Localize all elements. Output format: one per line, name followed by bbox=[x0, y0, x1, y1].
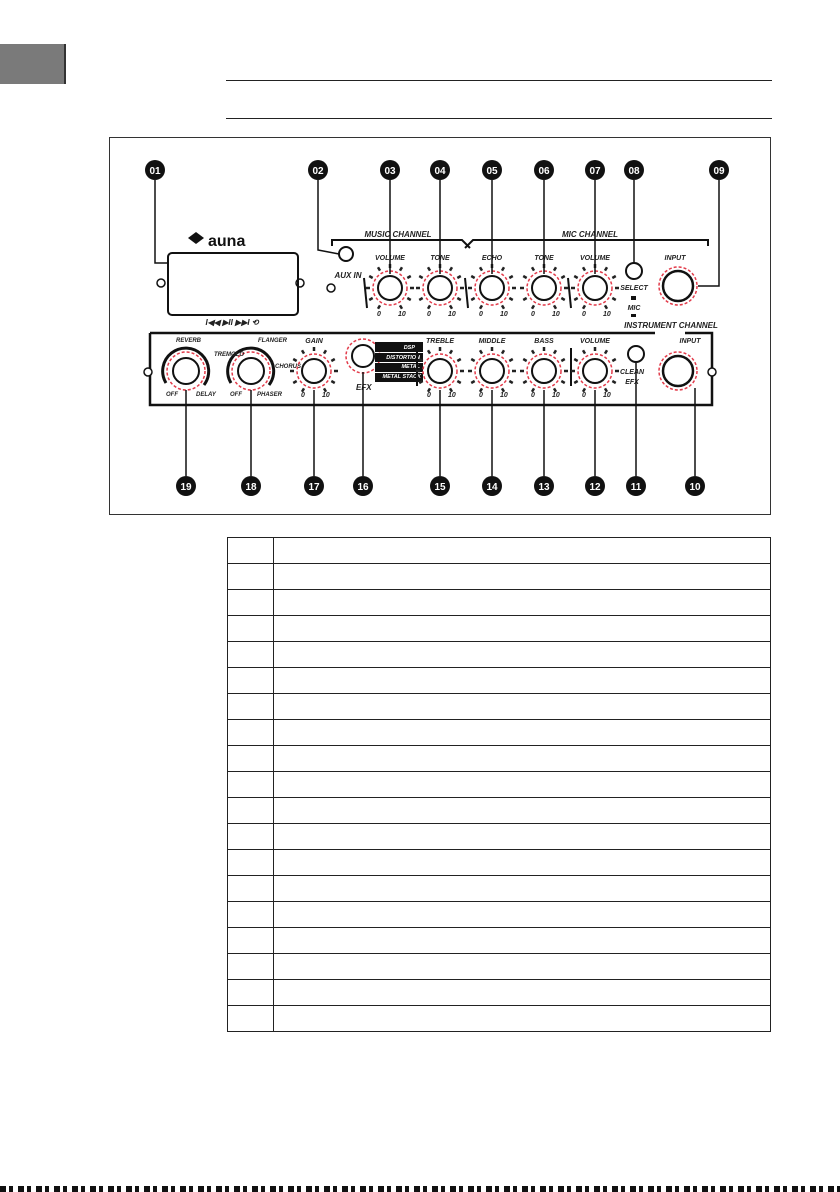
legend-description-cell bbox=[274, 928, 771, 954]
tremolo-label: TREMOLO bbox=[214, 352, 244, 358]
efx-mode-dsp: DSP bbox=[403, 345, 415, 351]
callout-number: 06 bbox=[538, 166, 550, 177]
instrument-input-jack bbox=[659, 352, 697, 390]
legend-row bbox=[228, 928, 771, 954]
legend-number-cell bbox=[228, 876, 274, 902]
flanger-label: FLANGER bbox=[258, 338, 287, 344]
music-channel-label: MUSIC CHANNEL bbox=[364, 230, 432, 239]
legend-number-cell bbox=[228, 1006, 274, 1032]
delay-label: DELAY bbox=[196, 392, 216, 398]
svg-text:0: 0 bbox=[531, 392, 535, 399]
legend-description-cell bbox=[274, 772, 771, 798]
legend-description-cell bbox=[274, 980, 771, 1006]
svg-text:0: 0 bbox=[479, 392, 483, 399]
legend-number-cell bbox=[228, 902, 274, 928]
efx-mode-metal-stack: METAL STACK bbox=[382, 374, 421, 380]
top-knob-label: TONE bbox=[430, 255, 450, 262]
callout-number: 03 bbox=[384, 166, 396, 177]
svg-text:0: 0 bbox=[479, 311, 483, 318]
legend-row bbox=[228, 694, 771, 720]
legend-number-cell bbox=[228, 798, 274, 824]
legend-description-cell bbox=[274, 668, 771, 694]
legend-row bbox=[228, 850, 771, 876]
legend-row bbox=[228, 668, 771, 694]
legend-number-cell bbox=[228, 642, 274, 668]
phaser-label: PHASER bbox=[257, 392, 283, 398]
legend-number-cell bbox=[228, 824, 274, 850]
legend-row bbox=[228, 954, 771, 980]
legend-number-cell bbox=[228, 720, 274, 746]
efx-mode-metal: METAL bbox=[401, 364, 420, 370]
callout-number: 12 bbox=[589, 482, 601, 493]
display-window bbox=[168, 253, 298, 315]
svg-text:0: 0 bbox=[427, 392, 431, 399]
legend-description-cell bbox=[274, 538, 771, 564]
top-knob-label: TONE bbox=[534, 255, 554, 262]
aux-in-label: AUX IN bbox=[334, 271, 362, 280]
legend-row bbox=[228, 746, 771, 772]
legend-description-cell bbox=[274, 954, 771, 980]
mic-channel-label: MIC CHANNEL bbox=[562, 230, 618, 239]
svg-text:0: 0 bbox=[582, 311, 586, 318]
callout-number: 04 bbox=[434, 166, 446, 177]
legend-description-cell bbox=[274, 824, 771, 850]
legend-number-cell bbox=[228, 772, 274, 798]
svg-text:10: 10 bbox=[322, 392, 330, 399]
top-knob-label: ECHO bbox=[481, 255, 503, 262]
svg-text:0: 0 bbox=[582, 392, 586, 399]
legend-description-cell bbox=[274, 642, 771, 668]
callout-number: 08 bbox=[628, 166, 640, 177]
legend-description-cell bbox=[274, 746, 771, 772]
instrument-volume-label: VOLUME bbox=[580, 338, 610, 345]
legend-number-cell bbox=[228, 954, 274, 980]
legend-number-cell bbox=[228, 694, 274, 720]
legend-row bbox=[228, 564, 771, 590]
callout-number: 16 bbox=[357, 482, 369, 493]
callout-number: 07 bbox=[589, 166, 601, 177]
callout-number: 09 bbox=[713, 166, 725, 177]
legend-description-cell bbox=[274, 564, 771, 590]
legend-row bbox=[228, 876, 771, 902]
language-tab bbox=[0, 44, 66, 84]
brand-logo: auna bbox=[208, 233, 246, 250]
legend-number-cell bbox=[228, 980, 274, 1006]
treble-label: TREBLE bbox=[426, 338, 454, 345]
middle-knob bbox=[468, 347, 516, 392]
legend-description-cell bbox=[274, 1006, 771, 1032]
svg-text:10: 10 bbox=[448, 311, 456, 318]
legend-number-cell bbox=[228, 850, 274, 876]
callout-number: 11 bbox=[630, 482, 642, 493]
legend-description-cell bbox=[274, 616, 771, 642]
svg-text:10: 10 bbox=[603, 311, 611, 318]
legend-description-cell bbox=[274, 720, 771, 746]
legend-table bbox=[227, 537, 771, 1032]
chorus-label: CHORUS bbox=[275, 364, 302, 370]
callout-number: 15 bbox=[434, 482, 446, 493]
callout-number: 10 bbox=[689, 482, 701, 493]
top-knob-label: VOLUME bbox=[375, 255, 405, 262]
legend-description-cell bbox=[274, 694, 771, 720]
legend-number-cell bbox=[228, 590, 274, 616]
efx-mode-label: EFX bbox=[625, 379, 639, 386]
legend-row bbox=[228, 590, 771, 616]
mod-off-label: OFF bbox=[230, 392, 242, 398]
gain-label: GAIN bbox=[305, 338, 323, 345]
legend-number-cell bbox=[228, 538, 274, 564]
svg-text:10: 10 bbox=[448, 392, 456, 399]
middle-label: MIDDLE bbox=[478, 338, 506, 345]
top-knob-label: VOLUME bbox=[580, 255, 610, 262]
callout-number: 13 bbox=[538, 482, 550, 493]
page-bottom-strip bbox=[0, 1186, 840, 1192]
svg-text:10: 10 bbox=[552, 311, 560, 318]
svg-text:0: 0 bbox=[377, 311, 381, 318]
svg-text:0: 0 bbox=[531, 311, 535, 318]
callout-number: 19 bbox=[180, 482, 192, 493]
svg-text:10: 10 bbox=[398, 311, 406, 318]
svg-text:10: 10 bbox=[603, 392, 611, 399]
reverb-off-label: OFF bbox=[166, 392, 178, 398]
instrument-input-label: INPUT bbox=[679, 338, 701, 345]
svg-text:10: 10 bbox=[552, 392, 560, 399]
control-panel-diagram bbox=[110, 138, 770, 514]
mic-input-label: INPUT bbox=[664, 255, 686, 262]
svg-text:0: 0 bbox=[301, 392, 305, 399]
legend-row bbox=[228, 902, 771, 928]
legend-description-cell bbox=[274, 798, 771, 824]
efx-mode-distortion: DISTORTION bbox=[386, 355, 420, 361]
brand-logo-mark bbox=[188, 232, 204, 244]
legend-number-cell bbox=[228, 564, 274, 590]
callout-number: 14 bbox=[486, 482, 498, 493]
svg-text:0: 0 bbox=[427, 311, 431, 318]
treble-knob bbox=[416, 347, 464, 392]
callout-number: 17 bbox=[308, 482, 320, 493]
legend-row bbox=[228, 798, 771, 824]
legend-row bbox=[228, 538, 771, 564]
legend-row bbox=[228, 980, 771, 1006]
efx-label: EFX bbox=[356, 383, 372, 392]
clean-label: CLEAN bbox=[619, 369, 645, 376]
legend-row bbox=[228, 642, 771, 668]
mic-input-jack bbox=[659, 267, 697, 305]
legend-description-cell bbox=[274, 902, 771, 928]
bass-label: BASS bbox=[534, 338, 554, 345]
mic-mode-label: MIC bbox=[627, 305, 641, 312]
transport-buttons: I◀◀ ▶II ▶▶I ⟲ bbox=[205, 318, 259, 327]
reverb-label: REVERB bbox=[176, 338, 202, 344]
legend-row bbox=[228, 1006, 771, 1032]
header-rule-bottom bbox=[226, 118, 772, 119]
reverb-delay-knob bbox=[163, 348, 209, 390]
callouts-bottom bbox=[176, 476, 705, 496]
control-panel-figure bbox=[109, 137, 771, 515]
callout-number: 18 bbox=[245, 482, 257, 493]
legend-description-cell bbox=[274, 590, 771, 616]
header-rule-top bbox=[226, 80, 772, 81]
legend-row bbox=[228, 616, 771, 642]
legend-description-cell bbox=[274, 876, 771, 902]
instrument-volume-knob bbox=[571, 347, 619, 392]
callout-number: 05 bbox=[486, 166, 498, 177]
legend-description-cell bbox=[274, 850, 771, 876]
legend-number-cell bbox=[228, 616, 274, 642]
legend-number-cell bbox=[228, 928, 274, 954]
callout-number: 01 bbox=[149, 166, 161, 177]
svg-text:10: 10 bbox=[500, 311, 508, 318]
select-button bbox=[626, 263, 642, 279]
legend-row bbox=[228, 824, 771, 850]
select-label: SELECT bbox=[620, 285, 648, 292]
legend-row bbox=[228, 772, 771, 798]
svg-text:10: 10 bbox=[500, 392, 508, 399]
callouts-top bbox=[145, 160, 729, 180]
instrument-channel-label: INSTRUMENT CHANNEL bbox=[624, 321, 718, 330]
clean-efx-button bbox=[628, 346, 644, 362]
aux-in-jack bbox=[339, 247, 353, 261]
bass-knob bbox=[520, 347, 568, 392]
callout-number: 02 bbox=[312, 166, 324, 177]
instrument-panel bbox=[144, 333, 716, 405]
legend-row bbox=[228, 720, 771, 746]
legend-number-cell bbox=[228, 746, 274, 772]
legend-number-cell bbox=[228, 668, 274, 694]
